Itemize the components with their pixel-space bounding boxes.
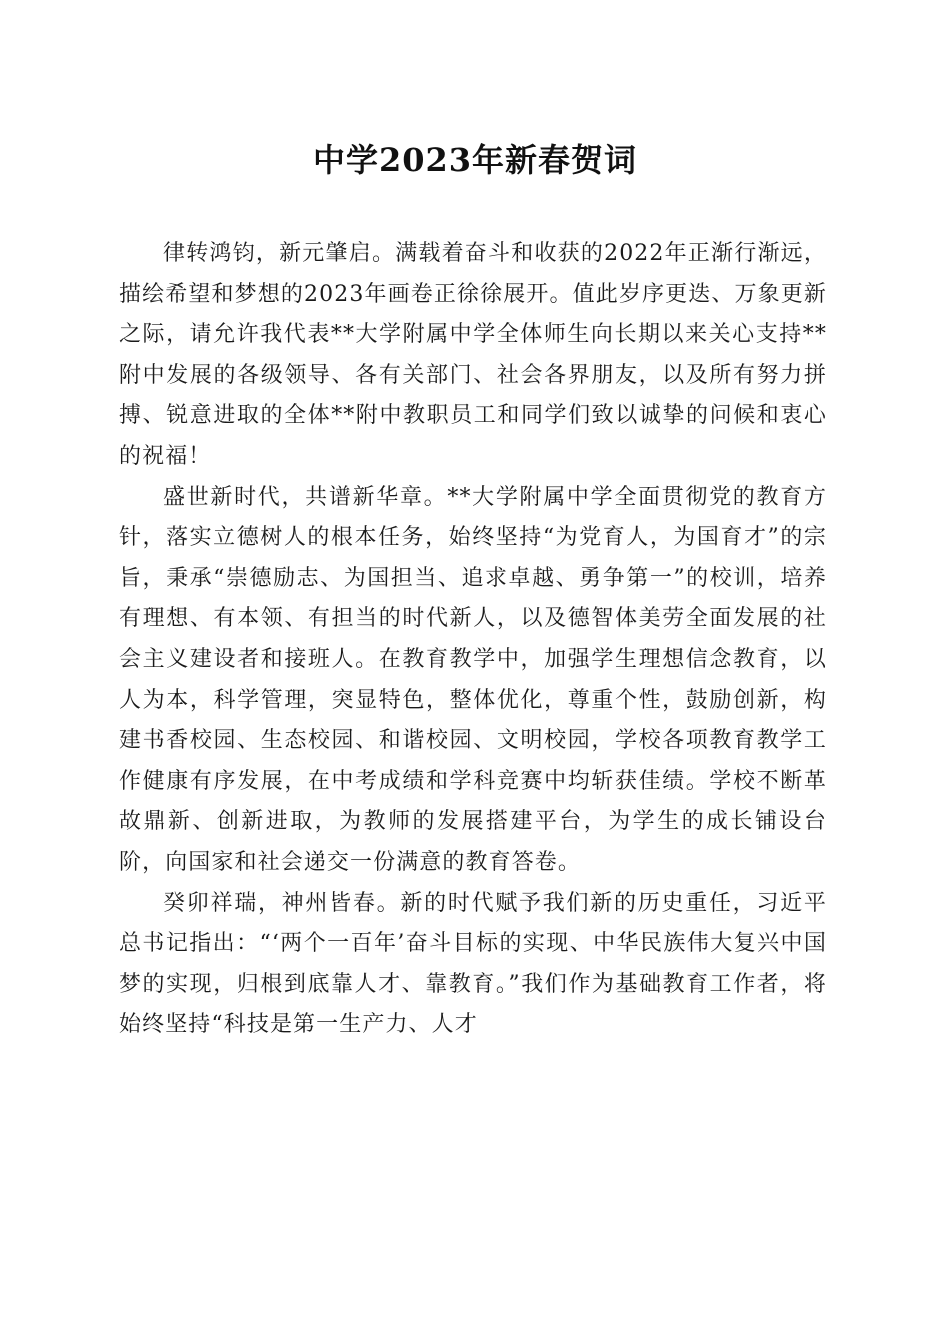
paragraph-3: 癸卯祥瑞，神州皆春。新的时代赋予我们新的历史重任，习近平总书记指出：“‘两个一百年’奋斗目标的实现、中华民族伟大复兴中国梦的实现，归根到底靠人才、靠教育。”我们作为基础教育工作者，将始终坚持“科技是第一生产力、人才	[119, 890, 827, 1038]
paragraph-2: 盛世新时代，共谱新华章。**大学附属中学全面贯彻党的教育方针，落实立德树人的根本任务，始终坚持“为党育人，为国育才”的宗旨，秉承“崇德励志、为国担当、追求卓越、勇争第一”的校训，培养有理想、有本领、有担当的时代新人，以及德智体美劳全面发展的社会主义建设者和接班人。在教育教学中，加强学生理想信念教育，以人为本，科学管理，突显特色，整体优化，尊重个性，鼓励创新，构建书香校园、生态校园、和谐校园、文明校园，学校各项教育教学工作健康有序发展，在中考成绩和学科竞赛中均斩获佳绩。学校不断革故鼎新、创新进取，为教师的发展搭建平台，为学生的成长铺设台阶，向国家和社会递交一份满意的教育答卷。	[119, 484, 827, 875]
paragraph-1: 律转鸿钧，新元肇启。满载着奋斗和收获的2022年正渐行渐远，描绘希望和梦想的2023年画卷正徐徐展开。值此岁序更迭、万象更新之际，请允许我代表**大学附属中学全体师生向长期以来关心支持**附中发展的各级领导、各有关部门、社会各界朋友，以及所有努力拼搏、锐意进取的全体**附中教职员工和同学们致以诚挚的问候和衷心的祝福！	[119, 241, 827, 469]
document-title: 中学2023年新春贺词	[312, 141, 638, 179]
document-body	[119, 234, 827, 1046]
